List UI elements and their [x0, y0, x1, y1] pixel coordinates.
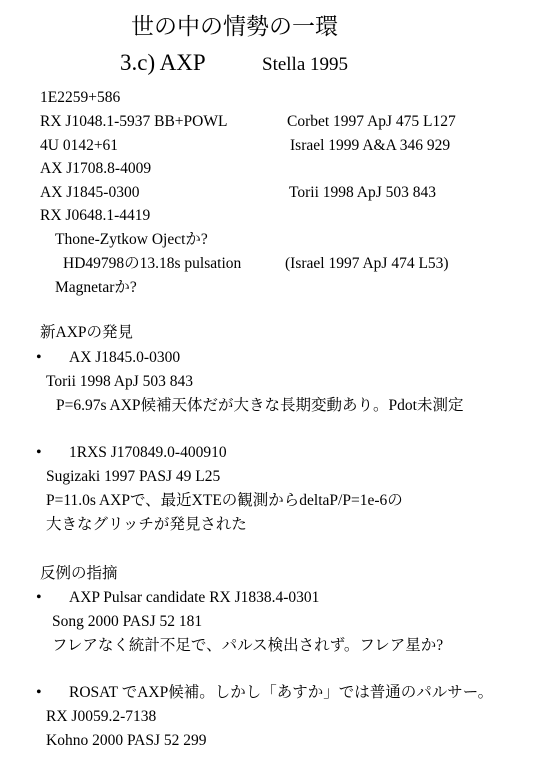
item-name: 1RXS J170849.0-400910: [69, 444, 227, 461]
note-hd-ref: (Israel 1997 ApJ 474 L53): [285, 255, 449, 272]
section-title: 3.c) AXP: [120, 50, 206, 75]
item-ref: Sugizaki 1997 PASJ 49 L25: [46, 468, 221, 485]
source-ref: Israel 1999 A&A 346 929: [290, 137, 451, 154]
item-ref: Kohno 2000 PASJ 52 299: [46, 732, 207, 749]
item-desc: フレアなく統計不足で、パルス検出されず。フレア星か?: [52, 637, 444, 654]
section-subtitle: Stella 1995: [262, 54, 349, 75]
section-heading-counter: 反例の指摘: [40, 565, 118, 582]
item-name: RX J0059.2-7138: [46, 708, 157, 725]
note-tz: Thone-Zytkow Ojectか?: [55, 231, 208, 248]
bullet: •: [36, 684, 42, 701]
source-name: RX J0648.1-4419: [40, 207, 151, 224]
section-heading-new-axp: 新AXPの発見: [40, 324, 134, 341]
source-name: 1E2259+586: [40, 89, 121, 106]
source-name: 4U 0142+61: [40, 137, 119, 154]
bullet: •: [36, 444, 42, 461]
source-name: AX J1845-0300: [40, 184, 140, 201]
item-ref: Song 2000 PASJ 52 181: [52, 613, 203, 630]
item-desc: P=11.0s AXPで、最近XTEの観測からdeltaP/P=1e-6の: [46, 492, 403, 509]
source-name: AX J1708.8-4009: [40, 160, 152, 177]
item-name: AX J1845.0-0300: [69, 349, 181, 366]
note-magnetar: Magnetarか?: [55, 279, 137, 296]
source-ref: Torii 1998 ApJ 503 843: [289, 184, 437, 201]
item-desc: P=6.97s AXP候補天体だが大きな長期変動あり。Pdot未測定: [56, 397, 464, 414]
item-ref: Torii 1998 ApJ 503 843: [46, 373, 194, 390]
note-hd: HD49798の13.18s pulsation: [63, 255, 242, 272]
item-text: ROSAT でAXP候補。しかし「あすか」では普通のパルサー。: [69, 684, 494, 701]
bullet: •: [36, 349, 42, 366]
item-name: AXP Pulsar candidate RX J1838.4-0301: [69, 589, 320, 606]
bullet: •: [36, 589, 42, 606]
page-title: 世の中の情勢の一環: [131, 14, 338, 39]
item-desc: 大きなグリッチが発見された: [46, 516, 247, 533]
source-ref: Corbet 1997 ApJ 475 L127: [287, 113, 456, 130]
source-name: RX J1048.1-5937 BB+POWL: [40, 113, 228, 130]
